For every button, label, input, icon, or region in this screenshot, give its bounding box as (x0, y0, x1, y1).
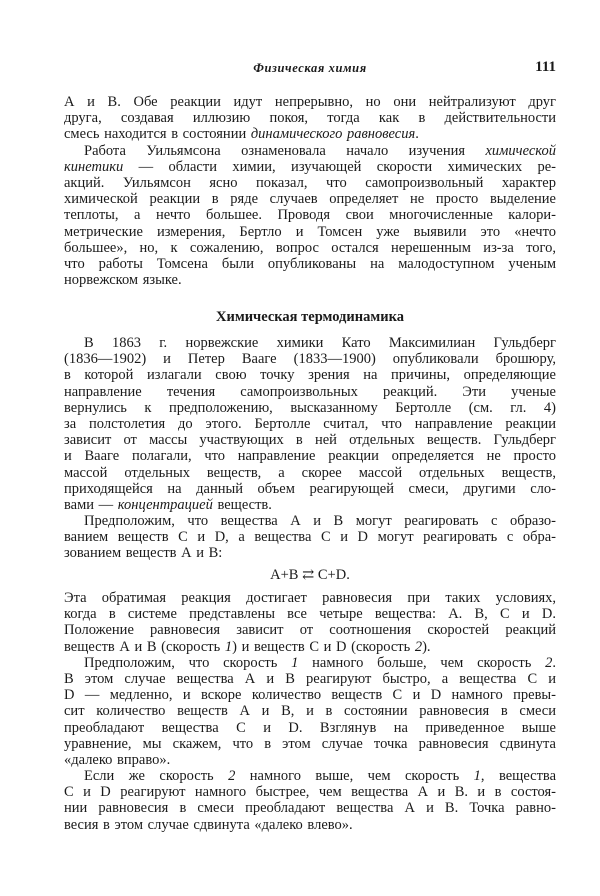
text-line (64, 400, 556, 416)
text-segment: вами — (64, 496, 118, 513)
text-segment: Предположим, что вещества А и В могут реагировать с образо- (84, 513, 556, 530)
text-line (64, 110, 556, 126)
text-segment: вернулись к предположению, высказанному Бертолле (см. гл. 4) (64, 399, 556, 416)
text-segment: Положение равновесия зависит от соотношения скоростей реакций (64, 622, 556, 639)
text-line (64, 800, 556, 816)
text-line (64, 256, 556, 272)
text-block-intro (64, 94, 556, 288)
text-line (64, 768, 556, 784)
text-line (64, 720, 556, 736)
italic-text: 1 (224, 638, 233, 655)
section-heading: Химическая термодинамика (216, 309, 404, 325)
text-line (64, 545, 556, 561)
italic-text: динамического равновесия (250, 126, 416, 143)
running-header (64, 58, 556, 78)
text-segment: ) и веществ С и D (скорость (232, 638, 415, 655)
text-segment: В этом случае вещества А и В реагируют быстро, а вещества С и (64, 670, 556, 687)
text-segment: теплоты, а нечто большее. Проводя свои многочисленные калори- (64, 207, 556, 224)
text-line (64, 655, 556, 671)
text-segment: А и В. Обе реакции идут непрерывно, но они нейтрализуют друг (64, 94, 556, 110)
text-line (64, 687, 556, 703)
italic-text: 2 (414, 638, 423, 655)
reaction-equation: A+B ⇄ C+D. (270, 567, 350, 583)
text-segment: зованием веществ А и В: (64, 545, 223, 562)
text-segment: что работы Томсена были опубликованы на малодоступном ученым (64, 255, 556, 272)
text-segment: Предположим, что скорость (84, 654, 292, 671)
text-line (64, 272, 556, 288)
text-segment: приходящейся на данный объем реагирующей смеси, другими сло- (64, 480, 556, 497)
text-line (64, 224, 556, 240)
text-segment: веществ. (212, 496, 272, 513)
text-line (64, 207, 556, 223)
text-line (64, 752, 556, 768)
text-line (64, 94, 556, 110)
text-segment: акций. Уильямсон ясно показал, что самопроизвольный характер (64, 174, 556, 191)
text-segment: за полстолетия до этого. Бертолле считал, что направление реакции (64, 415, 556, 432)
running-title: Физическая химия (253, 61, 367, 75)
text-line (64, 622, 556, 638)
text-line (64, 384, 556, 400)
text-block-equilibrium (64, 590, 556, 833)
text-segment: Работа Уильямсона ознаменовала начало изучения (84, 142, 486, 159)
text-segment: весия в этом случае сдвинута «далеко влево». (64, 816, 353, 833)
text-line (64, 736, 556, 752)
text-line (64, 159, 556, 175)
text-line (64, 351, 556, 367)
text-segment: в которой излагали свою точку зрения на причины, определяющие (64, 367, 556, 384)
text-segment: — области химии, изучающей скорости химических ре- (123, 158, 556, 175)
text-segment: В 1863 г. норвежские химики Като Максимилиан Гульдберг (84, 335, 556, 351)
text-segment: преобладают вещества С и D. Взглянув на приведенное выше (64, 719, 556, 736)
text-line (64, 513, 556, 529)
text-line (64, 240, 556, 256)
text-line (64, 529, 556, 545)
italic-text: 2 (545, 654, 553, 671)
text-segment: друга, создавая иллюзию покоя, тогда как в действительности (64, 110, 556, 127)
text-segment: зависит от массы участвующих в ней отдельных веществ. Гульдберг (64, 432, 556, 449)
text-segment: нии равновесия в смеси преобладают вещества А и В. Точка равно- (64, 800, 556, 817)
text-line (64, 481, 556, 497)
italic-text: 1 (473, 768, 481, 785)
text-segment: намного выше, чем скорость (235, 768, 474, 785)
text-line (64, 126, 556, 142)
text-line (64, 817, 556, 833)
text-line (64, 367, 556, 383)
italic-text: 2 (228, 768, 236, 785)
text-segment: (1836—1902) и Петер Вааге (1833—1900) опубликовали брошюру, (64, 351, 556, 368)
text-line (64, 497, 556, 513)
text-segment: ванием веществ С и D, а вещества С и D могут реагировать с обра- (64, 529, 556, 546)
text-line (64, 606, 556, 622)
text-line (64, 191, 556, 207)
text-segment: большее», но, к сожалению, вопрос остался нерешенным из-за того, (64, 239, 556, 256)
text-line (64, 416, 556, 432)
text-line (64, 175, 556, 191)
text-line (64, 448, 556, 464)
text-segment: «далеко вправо». (64, 751, 171, 768)
text-line (64, 703, 556, 719)
page-number: 111 (535, 59, 556, 75)
text-line (64, 465, 556, 481)
text-segment: . (415, 126, 419, 143)
text-segment: массой отдельных веществ, а скорее массой отдельных веществ, (64, 464, 556, 481)
text-segment: веществ А и В (скорость (64, 638, 225, 655)
text-segment: D — медленно, и вскоре количество веществ С и D намного превы- (64, 687, 556, 704)
text-line (64, 639, 556, 655)
text-line (64, 671, 556, 687)
text-segment: ). (422, 638, 431, 655)
italic-text: кинетики (64, 158, 124, 175)
text-segment: направление течения самопроизвольных реакций. Эти ученые (64, 383, 556, 400)
italic-text: концентрацией (117, 496, 213, 513)
text-segment: смесь находится в состоянии (64, 126, 251, 143)
text-segment: Эта обратимая реакция достигает равновесия при таких условиях, (64, 590, 556, 606)
text-segment: Если же скорость (84, 768, 229, 785)
text-segment: метрические измерения, Бертло и Томсен уже выявили это «нечто (64, 223, 556, 240)
text-block-guldberg-waage (64, 335, 556, 562)
text-segment: норвежском языке. (64, 272, 182, 289)
italic-text: 1 (291, 654, 299, 671)
text-segment: сит количество веществ А и В, и в состоянии равновесия в смеси (64, 703, 556, 720)
text-segment: . (552, 654, 556, 671)
text-segment: и Вааге полагали, что направление реакции определяется не просто (64, 448, 556, 465)
text-line (64, 143, 556, 159)
text-segment: намного больше, чем скорость (298, 654, 546, 671)
text-line (64, 784, 556, 800)
text-segment: химической реакции в ряде случаев определяет не просто выделение (64, 191, 556, 208)
text-segment: , вещества (480, 768, 556, 785)
italic-text: химической (485, 142, 556, 159)
text-line (64, 590, 556, 606)
text-segment: С и D реагируют намного быстрее, чем вещества А и В. и в состоя- (64, 784, 556, 801)
text-segment: уравнение, мы скажем, что в этом случае точка равновесия сдвинута (64, 735, 556, 752)
text-segment: когда в системе представлены все четыре вещества: А. В, С и D. (64, 606, 556, 623)
text-line (64, 335, 556, 351)
text-line (64, 432, 556, 448)
